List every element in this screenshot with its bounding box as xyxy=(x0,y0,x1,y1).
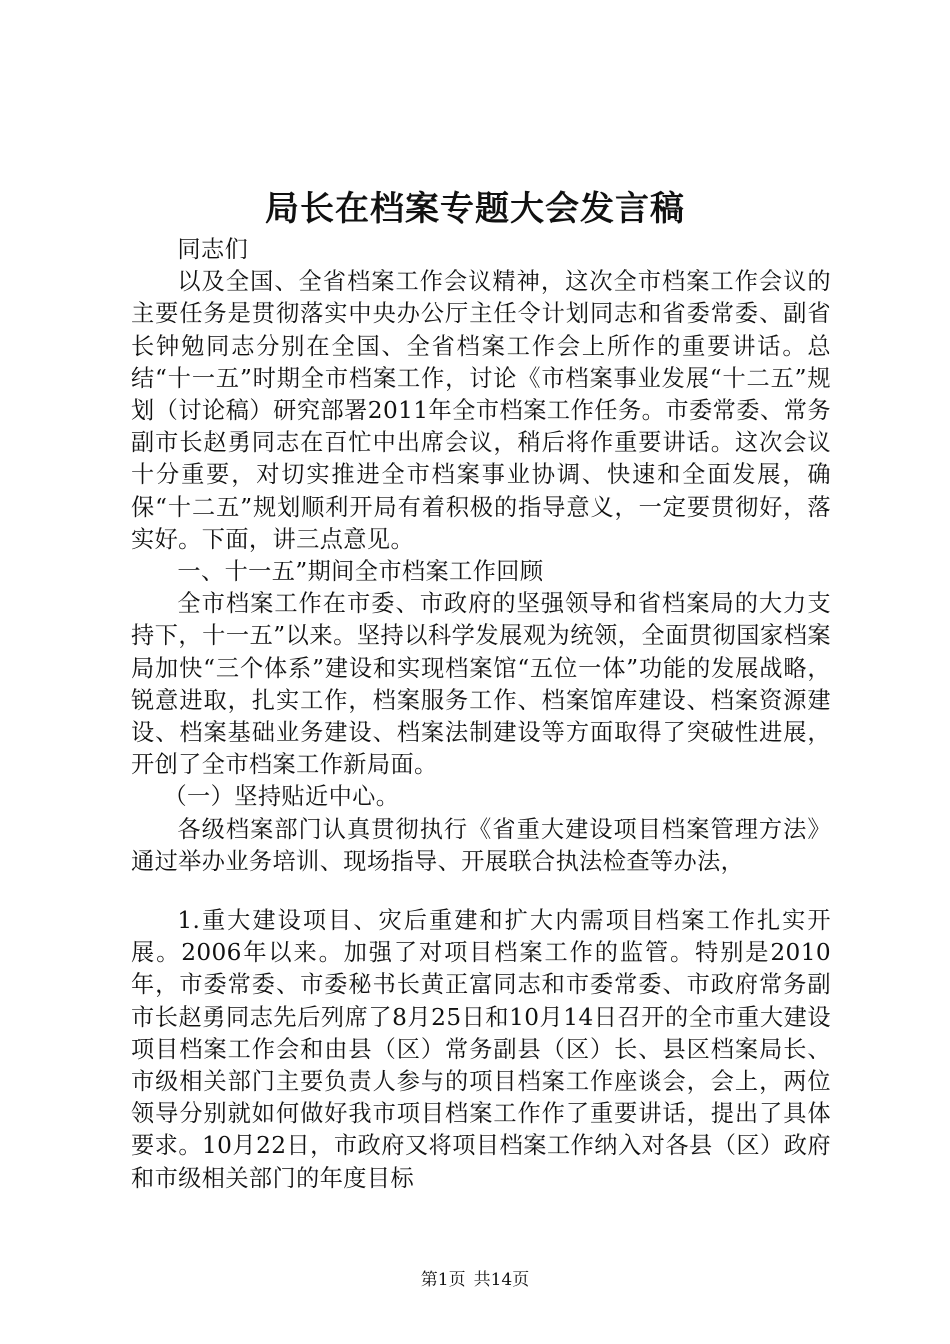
paragraph: 各级档案部门认真贯彻执行《省重大建设项目档案管理方法》通过举办业务培训、现场指导、开展联合执法检查等办法， xyxy=(131,815,831,875)
body-section-2 xyxy=(131,905,831,1195)
paragraph: 全市档案工作在市委、市政府的坚强领导和省档案局的大力支持下，十一五”以来。坚持以科学发展观为统领，全面贯彻国家档案局加快“三个体系”建设和实现档案馆“五位一体”功能的发展战略，锐意进取，扎实工作，档案服务工作、档案馆库建设、档案资源建设、档案基础业务建设、档案法制建设等方面取得了突破性进展，开创了全市档案工作新局面。 xyxy=(131,590,831,779)
document-title: 局长在档案专题大会发言稿 xyxy=(265,189,685,229)
section-heading: 一、十一五”期间全市档案工作回顾 xyxy=(177,558,544,586)
salutation: 同志们 xyxy=(177,236,249,263)
subsection-heading: （一）坚持贴近中心。 xyxy=(163,783,400,811)
page-number: 第1页 xyxy=(420,1270,466,1290)
body-section-1 xyxy=(131,234,831,878)
page-footer xyxy=(0,1268,950,1292)
paragraph: 1.重大建设项目、灾后重建和扩大内需项目档案工作扎实开展。2006年以来。加强了对项目档案工作的监管。特别是2010年，市委常委、市委秘书长黄正富同志和市委常委、市政府常务副市长赵勇同志先后列席了8月25日和10月14日召开的全市重大建设项目档案工作会和由县（区）常务副县（区）长、县区档案局长、市级相关部门主要负责人参与的项目档案工作座谈会，会上，两位领导分别就如何做好我市项目档案工作作了重要讲话，提出了具体要求。10月22日，市政府又将项目档案工作纳入对各县（区）政府和市级相关部门的年度目标 xyxy=(131,907,831,1192)
paragraph: 以及全国、全省档案工作会议精神，这次全市档案工作会议的主要任务是贯彻落实中央办公厅主任令计划同志和省委常委、副省长钟勉同志分别在全国、全省档案工作会上所作的重要讲话。总结“十一五”时期全市档案工作，讨论《市档案事业发展“十二五”规划（讨论稿）研究部署2011年全市档案工作任务。市委常委、常务副市长赵勇同志在百忙中出席会议，稍后将作重要讲话。这次会议十分重要，对切实推进全市档案事业协调、快速和全面发展，确保“十二五”规划顺利开局有着积极的指导意义，一定要贯彻好，落实好。下面，讲三点意见。 xyxy=(131,268,831,553)
page-total: 共14页 xyxy=(473,1270,530,1290)
